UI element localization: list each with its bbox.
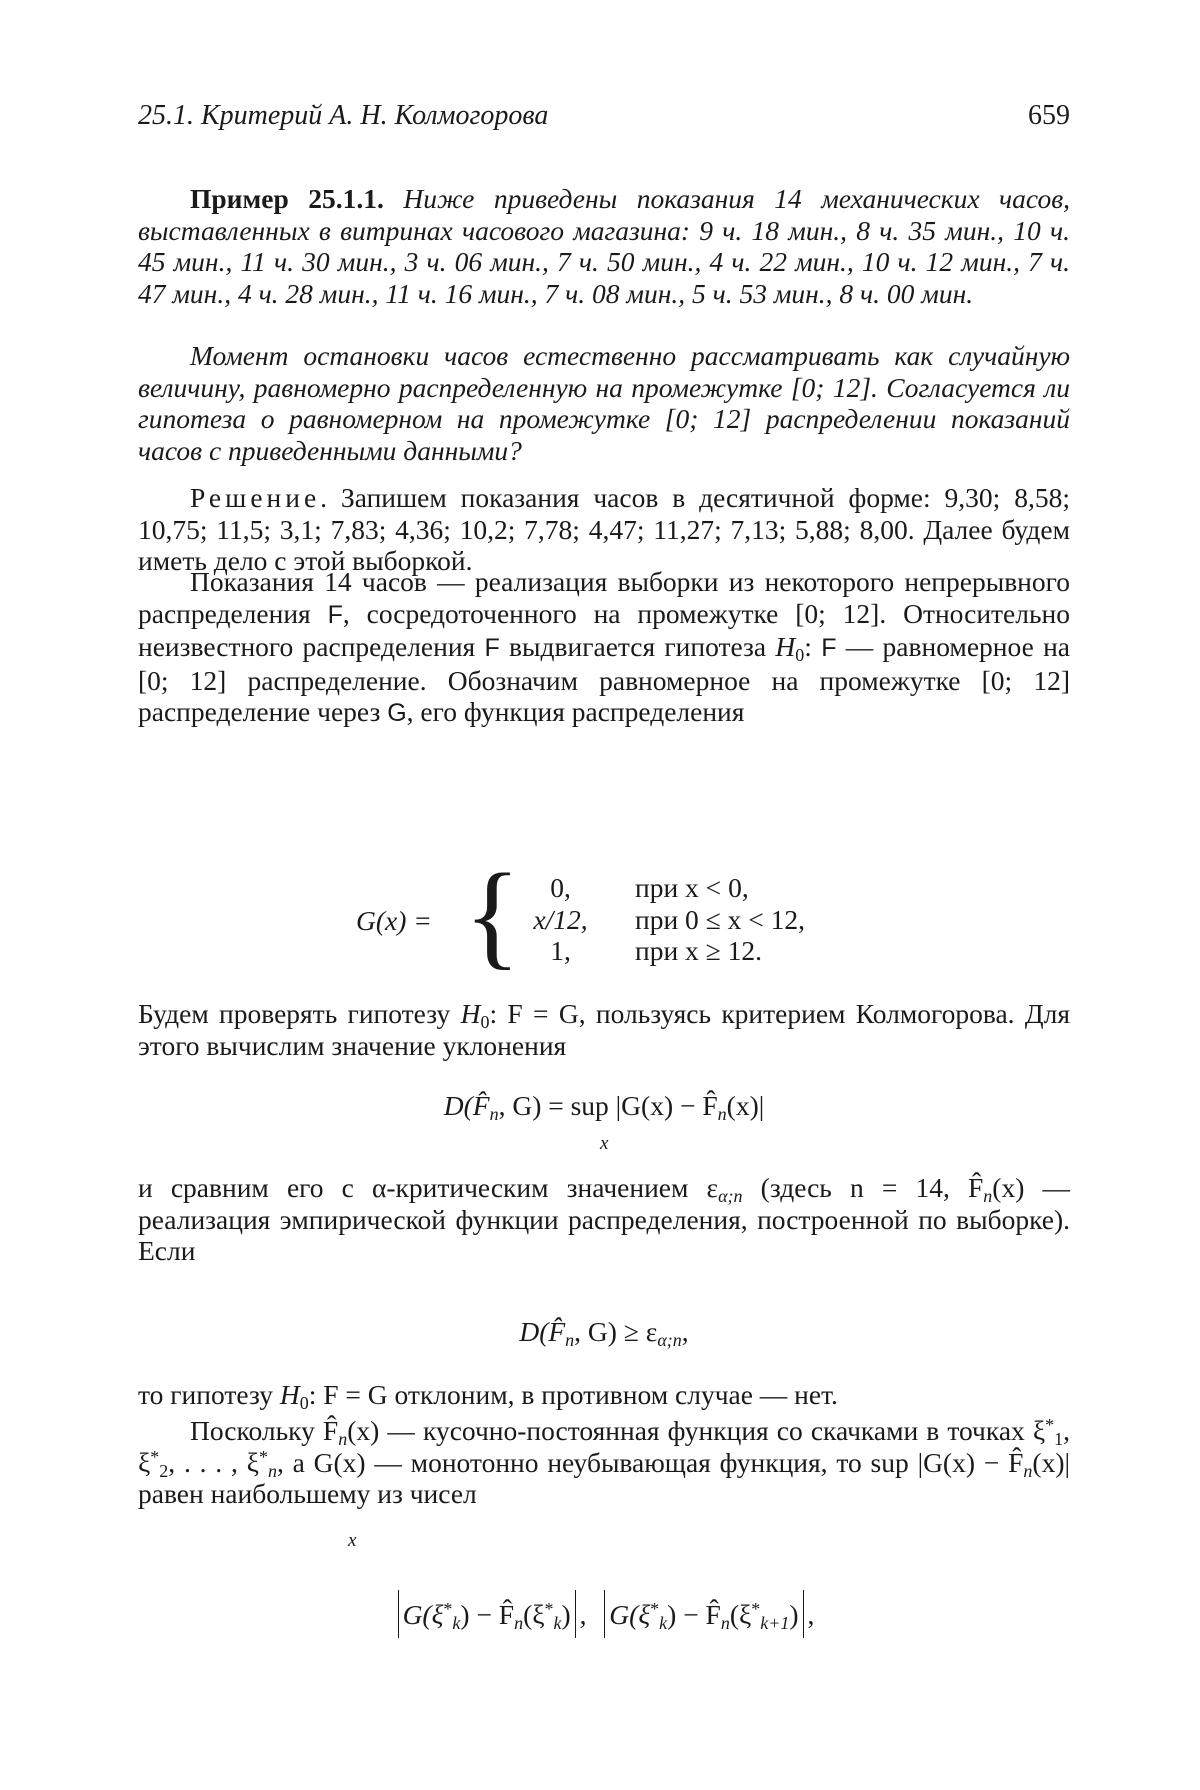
candidate-part: ): [789, 1599, 799, 1630]
formula-candidates: [138, 1590, 1070, 1638]
case-value: 1,: [550, 935, 571, 966]
case-value: 0,: [550, 872, 571, 903]
subscript-n: n: [338, 1429, 348, 1449]
subscript-2: 2: [159, 1460, 169, 1481]
symbol-F: F: [821, 634, 837, 662]
ineq-part: , G) ≥ ε: [574, 1316, 658, 1347]
subscript-k: k: [659, 1613, 668, 1633]
example-paragraph: [138, 183, 1070, 309]
superscript-star: *: [544, 1599, 554, 1619]
subscript-0: 0: [480, 1012, 490, 1032]
section-title: 25.1. Критерий А. Н. Колмогорова: [138, 100, 549, 131]
p7-text-5: , а G(x) — монотонно неубывающая функция, то sup |G(x) − F̂: [276, 1446, 1024, 1478]
symbol-H: H: [775, 631, 796, 662]
superscript-star: *: [258, 1446, 268, 1467]
subscript-n: n: [267, 1460, 277, 1481]
superscript-star: *: [150, 1446, 160, 1467]
p7-text-6: (x)| равен наибольшему из чисел: [138, 1446, 1070, 1509]
case-condition: при x ≥ 12.: [635, 935, 763, 966]
formula-cdf: [138, 849, 1070, 980]
paragraph-critical: [138, 1172, 1070, 1267]
ineq-part: D(F̂: [519, 1316, 566, 1347]
solution-text: . Запишем показания часов в десятичной форме: 9,30; 8,58; 10,75; 11,5; 3,1; 7,83; 4,36; 10,2; 7,78; 4,47; 11,27; 7,13; 5,88; 8,00. Далее будем иметь дело с этой выборкой.: [138, 482, 1070, 576]
p6-text-1: то гипотезу: [138, 1379, 280, 1410]
subscript-n: n: [565, 1330, 575, 1350]
paragraph-decision: [138, 1379, 1070, 1411]
p4-text-2: : F = G, пользуясь критерием Колмогорова. Для этого вычислим значение уклонения: [138, 998, 1070, 1061]
p7-text-4: , . . . , ξ: [168, 1446, 259, 1478]
p5-text-1: и сравним его с α-критическим значением ε: [138, 1172, 719, 1203]
page-number: 659: [1028, 100, 1070, 131]
p3-text-1: Показания 14 часов — реализация выборки из некоторого непрерывного распределения: [138, 566, 1070, 629]
candidate-part: ): [561, 1599, 571, 1630]
candidate-part: G(ξ: [609, 1599, 651, 1630]
subscript-k-plus-1: k+1: [760, 1613, 790, 1633]
case-value: x/12,: [533, 903, 588, 935]
solution-label: Решение: [190, 482, 321, 513]
subscript-n: n: [983, 1186, 993, 1206]
ineq-part: ,: [681, 1316, 689, 1347]
abs-bar: [803, 1590, 804, 1638]
running-header: [138, 100, 1070, 132]
candidate-part: ) − F̂: [667, 1599, 721, 1630]
case-condition: при x < 0,: [635, 872, 749, 903]
case-condition: при 0 ≤ x < 12,: [635, 903, 806, 935]
example-text: Ниже приведены показания 14 механических часов, выставленных в витринах часового магазина: 9 ч. 18 мин., 8 ч. 35 мин., 10 ч. 45 мин., 11 ч. 30 мин., 3 ч. 06 мин., 7 ч. 50 мин., 4 ч. 22 мин., 10 ч. 12 мин., 7 ч. 47 мин., 4 ч. 28 мин., 11 ч. 16 мин., 7 ч. 08 мин., 5 ч. 53 мин., 8 ч. 00 мин.: [138, 183, 1071, 309]
symbol-H: H: [279, 1379, 300, 1410]
subscript-n: n: [720, 1613, 730, 1633]
sup-subscript-x: x: [600, 1133, 609, 1154]
candidate-separator: ,: [579, 1599, 587, 1630]
superscript-star: *: [650, 1599, 660, 1619]
superscript-star: *: [751, 1599, 761, 1619]
symbol-H: H: [460, 998, 481, 1029]
subscript-0: 0: [299, 1393, 309, 1413]
case-conditions: [635, 872, 805, 967]
candidate-part: ) − F̂: [460, 1599, 515, 1630]
solution-paragraph: [138, 482, 1070, 577]
formula-d-part: , G) = sup |G(x) − F̂: [498, 1090, 718, 1121]
candidate-end: ,: [807, 1599, 815, 1630]
p5-text-2: (здесь n = 14, F̂: [742, 1172, 984, 1203]
p7-text-1: Поскольку F̂: [190, 1415, 339, 1446]
example-label: Пример 25.1.1: [190, 183, 377, 214]
candidate-part: (ξ: [523, 1599, 545, 1630]
subscript-0: 0: [795, 645, 805, 665]
example-label-dot: .: [376, 183, 384, 214]
superscript-star: *: [1045, 1415, 1055, 1435]
formula-cdf-lhs: G(x) =: [356, 905, 432, 936]
superscript-star: *: [443, 1599, 453, 1619]
p3-text-2: , сосредоточенного на промежутке [0; 12]. Относительно неизвестного распределения: [138, 597, 1070, 662]
subscript-n: n: [514, 1613, 524, 1633]
sup-subscript-x: x: [348, 1530, 357, 1551]
symbol-F: F: [484, 634, 500, 662]
subscript-k: k: [553, 1613, 562, 1633]
subscript-n: n: [1023, 1460, 1033, 1481]
p5-text-3: (x) — реализация эмпирической функции распределения, построенной по выборке). Если: [138, 1172, 1070, 1266]
subscript-n: n: [717, 1104, 727, 1124]
formula-inequality: [138, 1316, 1070, 1348]
paragraph-piecewise: [138, 1415, 1070, 1510]
subscript-n: n: [489, 1104, 499, 1124]
formula-deviation: [138, 1090, 1070, 1154]
formula-d-part: (x)|: [726, 1090, 765, 1121]
p3-text-3: выдвигается гипотеза: [499, 631, 776, 662]
formula-d-part: D(F̂: [443, 1090, 490, 1121]
subscript-k: k: [452, 1613, 461, 1633]
p7-text-2: (x) — кусочно-постоянная функция со скачками в точках ξ: [347, 1415, 1046, 1446]
paragraph-hypothesis: [138, 566, 1070, 730]
candidate-part: G(ξ: [402, 1599, 444, 1630]
subscript-alpha-n: α;n: [718, 1186, 743, 1206]
symbol-G: G: [387, 699, 407, 727]
candidate-part: (ξ: [729, 1599, 752, 1630]
left-brace: {: [464, 849, 521, 980]
abs-bar: [575, 1590, 576, 1638]
p3-text-4: :: [804, 631, 822, 662]
subscript-1: 1: [1054, 1429, 1064, 1449]
p6-text-2: : F = G отклоним, в противном случае — нет.: [308, 1379, 838, 1410]
abs-bar: [604, 1590, 605, 1638]
p4-text-1: Будем проверять гипотезу: [138, 998, 461, 1029]
paragraph-kolmogorov: [138, 998, 1070, 1061]
example-question: Момент остановки часов естественно рассматривать как случайную величину, равномерно распределенную на промежутке [0; 12]. Согласуется ли гипотеза о равномерном на промежутке [0; 12] распределении показаний часов с приведенными данными?: [138, 340, 1070, 466]
p3-text-5: — равномерное на [0; 12] распределение. Обозначим равномерное на промежутке [0; 12] распределение через: [138, 631, 1070, 727]
abs-bar: [398, 1590, 399, 1638]
symbol-F: F: [327, 600, 343, 629]
p7-text-3: , ξ: [138, 1415, 1071, 1478]
p3-text-6: , его функция распределения: [406, 696, 745, 727]
subscript-alpha-n: α;n: [657, 1330, 682, 1350]
case-values: [508, 872, 613, 967]
